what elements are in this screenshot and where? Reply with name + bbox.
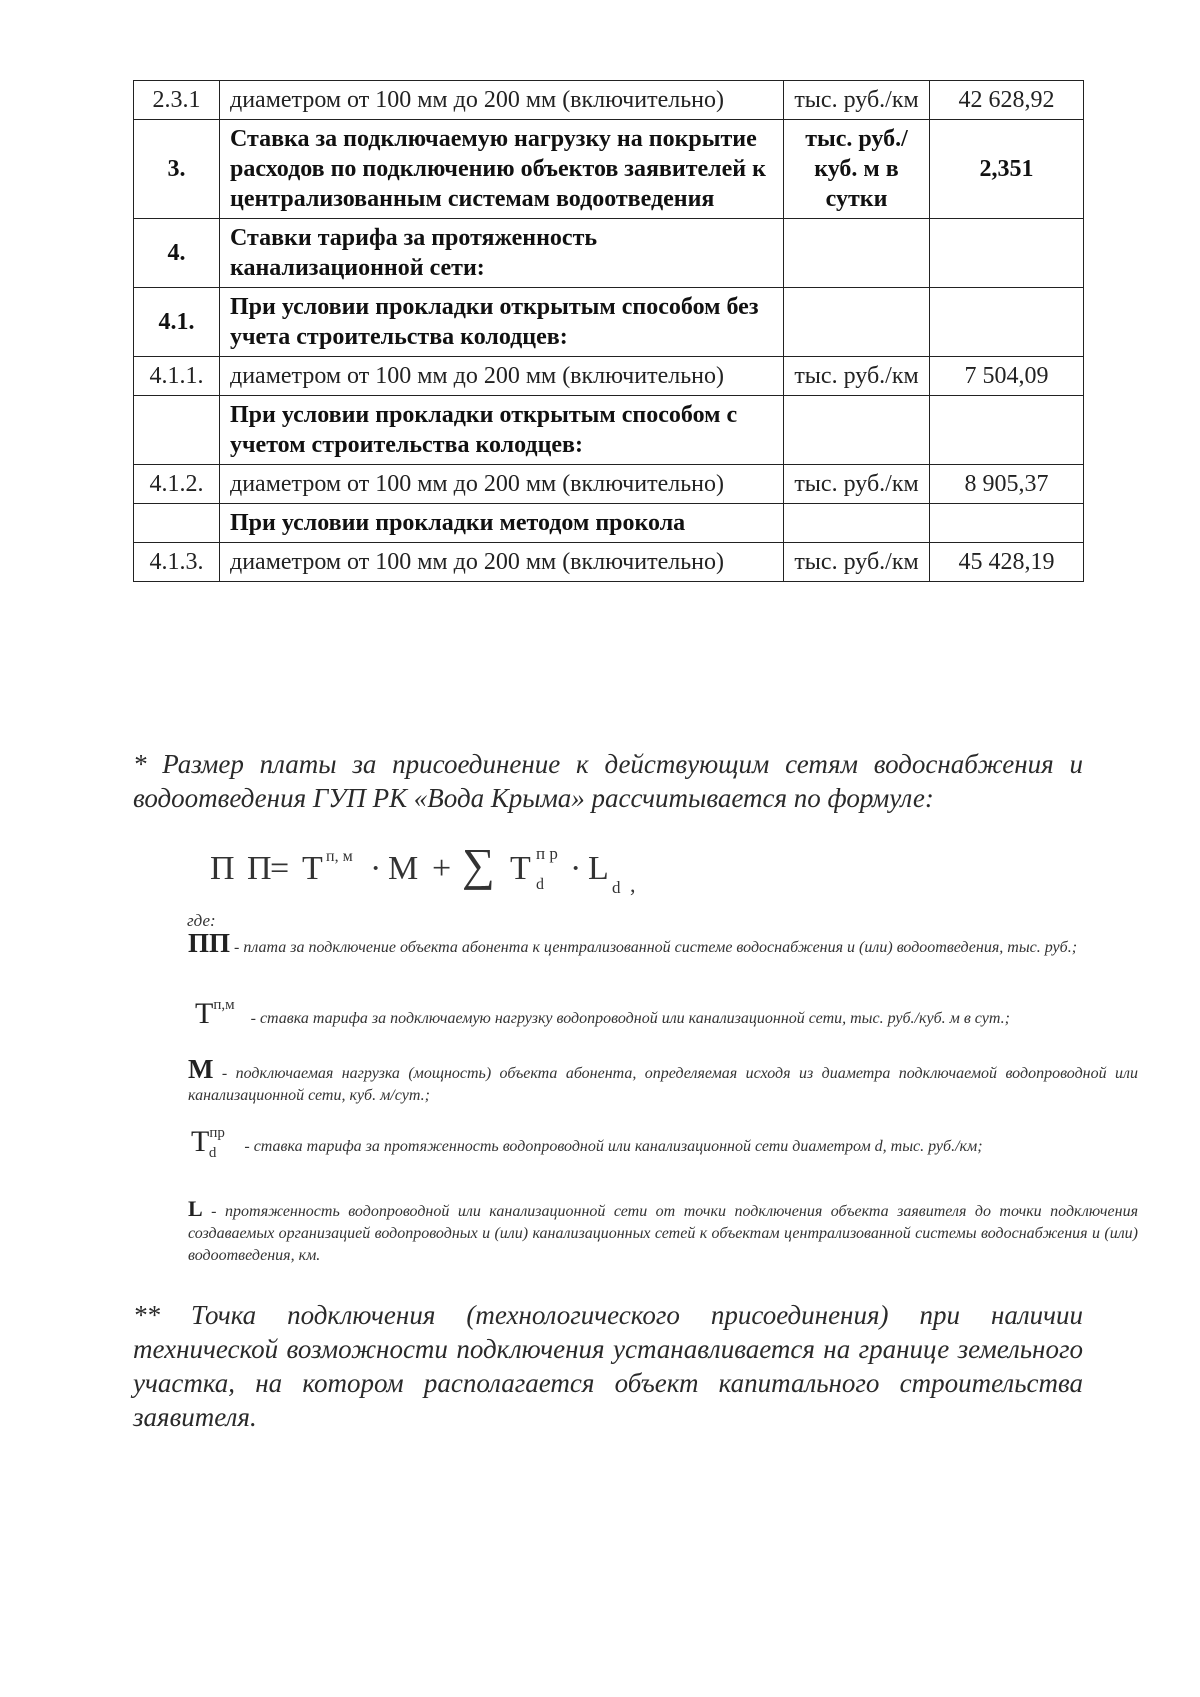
row-unit: тыс. руб./ куб. м в сутки xyxy=(784,120,930,219)
row-description: диаметром от 100 мм до 200 мм (включительно) xyxy=(220,465,784,504)
payment-formula xyxy=(210,838,810,908)
formula-equals: = xyxy=(270,850,290,887)
definition-tpr-subscript: d xyxy=(208,1145,217,1161)
table-row xyxy=(134,219,1084,288)
formula-pp: П П xyxy=(210,850,274,887)
table-row xyxy=(134,288,1084,357)
row-unit xyxy=(784,504,930,543)
where-label: где: xyxy=(187,911,216,930)
row-value: 8 905,37 xyxy=(930,465,1084,504)
formula-comma: , xyxy=(630,872,636,897)
row-description: При условии прокладки открытым способом с учетом строительства колодцев: xyxy=(220,396,784,465)
row-number: 4.1. xyxy=(134,288,220,357)
definition-pp xyxy=(133,928,1138,959)
formula-t-length-subscript: d xyxy=(536,876,544,893)
definition-l-symbol: L xyxy=(188,1196,203,1221)
formula-plus: + xyxy=(432,850,452,887)
row-unit xyxy=(784,396,930,465)
row-value xyxy=(930,219,1084,288)
definition-tpm-superscript: п,м xyxy=(213,997,235,1013)
formula-t-superscript: п, м xyxy=(326,848,353,865)
row-unit: тыс. руб./км xyxy=(784,357,930,396)
definition-m-text: - подключаемая нагрузка (мощность) объекта абонента, определяемая исходя из диаметра подключаемой водопроводной или канализационной сети, куб. м/сут.; xyxy=(188,1065,1138,1104)
table-row xyxy=(134,504,1084,543)
definition-pp-text: - плата за подключение объекта абонента к централизованной системе водоснабжения и (или) водоотведения, тыс. руб.; xyxy=(230,939,1078,956)
definition-m xyxy=(133,1054,1138,1107)
connection-point-note: ** Точка подключения (технологического присоединения) при наличии технической возможности подключения устанавливается на границе земельного участка, на котором располагается объект капитального строительства заявителя. xyxy=(133,1300,1083,1432)
row-unit: тыс. руб./км xyxy=(784,543,930,582)
definition-tpr-text: - ставка тарифа за протяженность водопроводной или канализационной сети диаметром d, тыс. руб./км; xyxy=(240,1138,983,1155)
definition-l-text: - протяженность водопроводной или канализационной сети от точки подключения объекта заявителя до точки подключения создаваемых организацией водопроводных и (или) канализационных сетей к объектам централизованной системы водоснабжения и (или) водоотведения, км. xyxy=(188,1203,1138,1264)
tariff-table-body xyxy=(134,81,1084,582)
table-row xyxy=(134,396,1084,465)
row-value xyxy=(930,288,1084,357)
formula-dot: · xyxy=(370,850,382,887)
row-unit: тыс. руб./км xyxy=(784,465,930,504)
definition-pp-symbol: ПП xyxy=(188,928,231,958)
row-value: 45 428,19 xyxy=(930,543,1084,582)
definition-tpm-symbol: Т xyxy=(195,997,214,1030)
definition-tpm-text: - ставка тарифа за подключаемую нагрузку водопроводной или канализационной сети, тыс. руб./куб. м в сут.; xyxy=(246,1010,1010,1027)
row-description: диаметром от 100 мм до 200 мм (включительно) xyxy=(220,543,784,582)
row-number xyxy=(134,396,220,465)
row-value xyxy=(930,504,1084,543)
formula-l-subscript: d xyxy=(612,878,621,897)
table-row xyxy=(134,81,1084,120)
definition-tpm xyxy=(133,994,1145,1030)
tariff-table xyxy=(133,80,1084,582)
table-row xyxy=(134,465,1084,504)
formula-sigma: ∑ xyxy=(462,839,495,890)
row-number: 4.1.1. xyxy=(134,357,220,396)
row-unit xyxy=(784,219,930,288)
row-unit xyxy=(784,288,930,357)
row-description: При условии прокладки методом прокола xyxy=(220,504,784,543)
formula-dot: · xyxy=(570,850,582,887)
row-description: При условии прокладки открытым способом без учета строительства колодцев: xyxy=(220,288,784,357)
row-description: диаметром от 100 мм до 200 мм (включительно) xyxy=(220,81,784,120)
row-description: Ставки тарифа за протяженность канализационной сети: xyxy=(220,219,784,288)
row-value xyxy=(930,396,1084,465)
row-number: 4. xyxy=(134,219,220,288)
row-number: 4.1.2. xyxy=(134,465,220,504)
formula-l: L xyxy=(588,850,609,887)
row-unit: тыс. руб./км xyxy=(784,81,930,120)
row-value: 2,351 xyxy=(930,120,1084,219)
formula-t-length-superscript: п р xyxy=(536,844,558,863)
row-value: 42 628,92 xyxy=(930,81,1084,120)
table-row xyxy=(134,543,1084,582)
formula-t: Т xyxy=(302,850,323,887)
row-number: 3. xyxy=(134,120,220,219)
row-number xyxy=(134,504,220,543)
row-value: 7 504,09 xyxy=(930,357,1084,396)
row-description: Ставка за подключаемую нагрузку на покрытие расходов по подключению объектов заявителей к централизованным системам водоотведения xyxy=(220,120,784,219)
definition-tpr-symbol: Т xyxy=(191,1125,210,1158)
formula-t-length: Т xyxy=(510,850,531,887)
definition-tpr xyxy=(133,1122,1141,1164)
table-row xyxy=(134,120,1084,219)
row-number: 2.3.1 xyxy=(134,81,220,120)
row-number: 4.1.3. xyxy=(134,543,220,582)
definition-m-symbol: М xyxy=(188,1054,214,1084)
formula-m: М xyxy=(388,850,419,887)
definition-l xyxy=(133,1198,1138,1267)
table-row xyxy=(134,357,1084,396)
row-description: диаметром от 100 мм до 200 мм (включительно) xyxy=(220,357,784,396)
formula-note: * Размер платы за присоединение к действующим сетям водоснабжения и водоотведения ГУП РК «Вода Крыма» рассчитывается по формуле: xyxy=(133,749,1083,813)
definition-tpr-superscript: пр xyxy=(209,1125,225,1141)
